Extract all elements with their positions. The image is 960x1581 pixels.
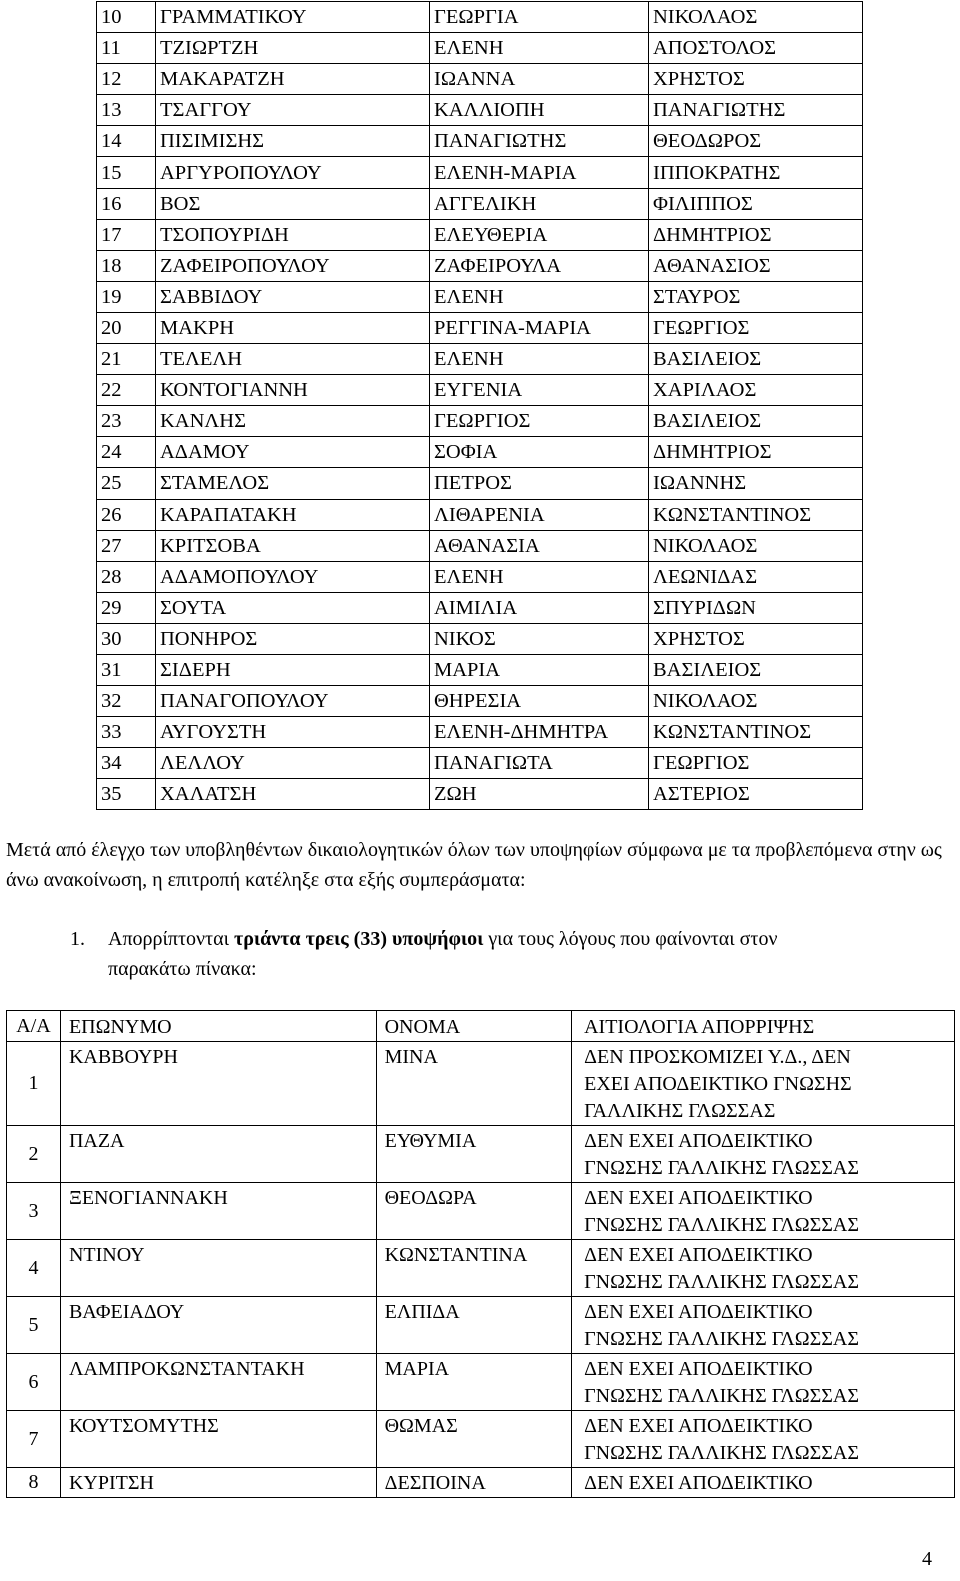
cell-name: ΚΩΝΣΤΑΝΤΙΝΑ <box>376 1240 572 1297</box>
table-row <box>7 1042 955 1126</box>
table-row <box>97 561 863 592</box>
reason-line: ΓΝΩΣΗΣ ΓΑΛΛΙΚΗΣ ΓΛΩΣΣΑΣ <box>584 1214 860 1236</box>
table-row <box>97 95 863 126</box>
cell-name: ΕΛΕΝΗ-ΔΗΜΗΤΡΑ <box>430 717 649 748</box>
cell-surname: ΑΔΑΜΟΥ <box>156 437 430 468</box>
cell-name: ΕΛΕΝΗ <box>430 33 649 64</box>
cell-surname: ΓΡΑΜΜΑΤΙΚΟΥ <box>156 2 430 33</box>
cell-row-number: 19 <box>97 281 156 312</box>
cell-name: ΜΑΡΙΑ <box>430 654 649 685</box>
table-row <box>97 33 863 64</box>
cell-father-name: ΧΑΡΙΛΑΟΣ <box>649 375 863 406</box>
cell-row-number: 12 <box>97 64 156 95</box>
item-1-text-before: Απορρίπτονται <box>108 928 234 950</box>
cell-reason <box>572 1042 955 1126</box>
cell-father-name: ΔΗΜΗΤΡΙΟΣ <box>649 219 863 250</box>
table-row <box>7 1126 955 1183</box>
reason-line: ΓΝΩΣΗΣ ΓΑΛΛΙΚΗΣ ΓΛΩΣΣΑΣ <box>584 1442 860 1464</box>
cell-row-number: 32 <box>97 686 156 717</box>
cell-name: ΠΕΤΡΟΣ <box>430 468 649 499</box>
cell-row-number: 34 <box>97 748 156 779</box>
cell-row-number: 25 <box>97 468 156 499</box>
cell-surname: ΤΕΛΕΛΗ <box>156 344 430 375</box>
header-name: ΟΝΟΜΑ <box>376 1011 572 1042</box>
table-row <box>97 686 863 717</box>
table-row <box>97 437 863 468</box>
reason-line: ΔΕΝ ΕΧΕΙ ΑΠΟΔΕΙΚΤΙΚΟ <box>584 1415 813 1437</box>
cell-father-name: ΓΕΩΡΓΙΟΣ <box>649 312 863 343</box>
cell-reason <box>572 1126 955 1183</box>
cell-row-number: 31 <box>97 654 156 685</box>
rejected-table-body <box>7 1042 955 1498</box>
reason-line: ΔΕΝ ΕΧΕΙ ΑΠΟΔΕΙΚΤΙΚΟ <box>584 1130 813 1152</box>
cell-name: ΠΑΝΑΓΙΩΤΗΣ <box>430 126 649 157</box>
candidates-list-body <box>97 2 863 810</box>
cell-row-number: 35 <box>97 779 156 810</box>
cell-surname: ΑΥΓΟΥΣΤΗ <box>156 717 430 748</box>
table-row <box>97 748 863 779</box>
cell-row-number: 10 <box>97 2 156 33</box>
cell-surname: ΞΕΝΟΓΙΑΝΝΑΚΗ <box>60 1183 376 1240</box>
cell-name: ΠΑΝΑΓΙΩΤΑ <box>430 748 649 779</box>
item-1-text-bold: τριάντα τρεις (33) υποψήφιοι <box>233 928 484 950</box>
cell-reason <box>572 1240 955 1297</box>
cell-row-number: 21 <box>97 344 156 375</box>
cell-surname: ΠΟΝΗΡΟΣ <box>156 623 430 654</box>
table-row <box>7 1411 955 1468</box>
cell-father-name: ΒΑΣΙΛΕΙΟΣ <box>649 654 863 685</box>
cell-name: ΖΑΦΕΙΡΟΥΛΑ <box>430 250 649 281</box>
cell-father-name: ΣΠΥΡΙΔΩΝ <box>649 592 863 623</box>
cell-aa: 1 <box>7 1042 61 1126</box>
table-row <box>97 406 863 437</box>
cell-name: ΚΑΛΛΙΟΠΗ <box>430 95 649 126</box>
cell-surname: ΚΟΝΤΟΓΙΑΝΝΗ <box>156 375 430 406</box>
cell-father-name: ΛΕΩΝΙΔΑΣ <box>649 561 863 592</box>
table-row <box>97 375 863 406</box>
cell-father-name: ΒΑΣΙΛΕΙΟΣ <box>649 406 863 437</box>
cell-aa: 6 <box>7 1354 61 1411</box>
cell-aa: 4 <box>7 1240 61 1297</box>
reason-line: ΔΕΝ ΕΧΕΙ ΑΠΟΔΕΙΚΤΙΚΟ <box>584 1244 813 1266</box>
reason-line: ΔΕΝ ΕΧΕΙ ΑΠΟΔΕΙΚΤΙΚΟ <box>584 1358 813 1380</box>
cell-name: ΑΙΜΙΛΙΑ <box>430 592 649 623</box>
cell-surname: ΜΑΚΡΗ <box>156 312 430 343</box>
cell-surname: ΚΥΡΙΤΣΗ <box>60 1468 376 1498</box>
rejected-candidates-table <box>6 1010 955 1498</box>
cell-aa: 2 <box>7 1126 61 1183</box>
cell-aa: 7 <box>7 1411 61 1468</box>
cell-row-number: 14 <box>97 126 156 157</box>
cell-name: ΕΛΠΙΔΑ <box>376 1297 572 1354</box>
reason-line: ΓΝΩΣΗΣ ΓΑΛΛΙΚΗΣ ΓΛΩΣΣΑΣ <box>584 1328 860 1350</box>
table-row <box>97 717 863 748</box>
reason-line: ΕΧΕΙ ΑΠΟΔΕΙΚΤΙΚΟ ΓΝΩΣΗΣ <box>584 1073 852 1095</box>
cell-father-name: ΣΤΑΥΡΟΣ <box>649 281 863 312</box>
cell-father-name: ΒΑΣΙΛΕΙΟΣ <box>649 344 863 375</box>
cell-surname: ΧΑΛΑΤΣΗ <box>156 779 430 810</box>
rejected-header-row <box>7 1011 955 1042</box>
conclusion-paragraph: Μετά από έλεγχο των υποβληθέντων δικαιολογητικών όλων των υποψηφίων σύμφωνα με τα προβλεπόμενα στην ως άνω ανακοίνωση, η επιτροπή κατέληξε στα εξής συμπεράσματα: <box>6 839 942 891</box>
cell-surname: ΚΑΝΛΗΣ <box>156 406 430 437</box>
cell-name: ΕΛΕΥΘΕΡΙΑ <box>430 219 649 250</box>
table-row <box>97 344 863 375</box>
cell-name: ΕΥΓΕΝΙΑ <box>430 375 649 406</box>
conclusion-item-1 <box>70 924 955 984</box>
cell-row-number: 13 <box>97 95 156 126</box>
cell-row-number: 24 <box>97 437 156 468</box>
cell-row-number: 11 <box>97 33 156 64</box>
table-row <box>7 1468 955 1498</box>
item-1-text-after: για τους λόγους που φαίνονται στον <box>483 928 778 950</box>
cell-surname: ΤΣΑΓΓΟΥ <box>156 95 430 126</box>
cell-father-name: ΧΡΗΣΤΟΣ <box>649 623 863 654</box>
reason-line: ΓΝΩΣΗΣ ΓΑΛΛΙΚΗΣ ΓΛΩΣΣΑΣ <box>584 1385 860 1407</box>
cell-name: ΝΙΚΟΣ <box>430 623 649 654</box>
cell-surname: ΚΟΥΤΣΟΜΥΤΗΣ <box>60 1411 376 1468</box>
page-number: 4 <box>922 1548 932 1570</box>
cell-surname: ΣΙΔΕΡΗ <box>156 654 430 685</box>
cell-row-number: 33 <box>97 717 156 748</box>
cell-row-number: 29 <box>97 592 156 623</box>
cell-name: ΔΕΣΠΟΙΝΑ <box>376 1468 572 1498</box>
cell-name: ΓΕΩΡΓΙΑ <box>430 2 649 33</box>
table-row <box>7 1297 955 1354</box>
cell-father-name: ΦΙΛΙΠΠΟΣ <box>649 188 863 219</box>
cell-name: ΘΩΜΑΣ <box>376 1411 572 1468</box>
cell-surname: ΣΤΑΜΕΛΟΣ <box>156 468 430 499</box>
table-row <box>97 157 863 188</box>
cell-surname: ΣΑΒΒΙΔΟΥ <box>156 281 430 312</box>
cell-row-number: 15 <box>97 157 156 188</box>
cell-row-number: 22 <box>97 375 156 406</box>
table-row <box>97 592 863 623</box>
cell-row-number: 18 <box>97 250 156 281</box>
cell-name: ΓΕΩΡΓΙΟΣ <box>430 406 649 437</box>
cell-name: ΕΛΕΝΗ <box>430 344 649 375</box>
cell-surname: ΒΟΣ <box>156 188 430 219</box>
item-1-line-1 <box>70 924 955 954</box>
table-row <box>97 312 863 343</box>
cell-father-name: ΑΘΑΝΑΣΙΟΣ <box>649 250 863 281</box>
cell-row-number: 20 <box>97 312 156 343</box>
cell-name: ΘΗΡΕΣΙΑ <box>430 686 649 717</box>
table-row <box>97 126 863 157</box>
cell-name: ΖΩΗ <box>430 779 649 810</box>
cell-name: ΙΩΑΝΝΑ <box>430 64 649 95</box>
cell-name: ΜΙΝΑ <box>376 1042 572 1126</box>
cell-father-name: ΠΑΝΑΓΙΩΤΗΣ <box>649 95 863 126</box>
cell-father-name: ΑΠΟΣΤΟΛΟΣ <box>649 33 863 64</box>
reason-line: ΔΕΝ ΠΡΟΣΚΟΜΙΖΕΙ Υ.Δ., ΔΕΝ <box>584 1046 851 1068</box>
reason-line: ΔΕΝ ΕΧΕΙ ΑΠΟΔΕΙΚΤΙΚΟ <box>584 1301 813 1323</box>
cell-surname: ΠΑΖΑ <box>60 1126 376 1183</box>
cell-reason <box>572 1468 955 1498</box>
reason-line: ΓΑΛΛΙΚΗΣ ΓΛΩΣΣΑΣ <box>584 1100 776 1122</box>
cell-surname: ΣΟΥΤΑ <box>156 592 430 623</box>
cell-father-name: ΚΩΝΣΤΑΝΤΙΝΟΣ <box>649 717 863 748</box>
cell-reason <box>572 1183 955 1240</box>
cell-father-name: ΝΙΚΟΛΑΟΣ <box>649 530 863 561</box>
table-row <box>7 1354 955 1411</box>
cell-aa: 5 <box>7 1297 61 1354</box>
cell-father-name: ΧΡΗΣΤΟΣ <box>649 64 863 95</box>
cell-surname: ΚΑΒΒΟΥΡΗ <box>60 1042 376 1126</box>
cell-surname: ΠΙΣΙΜΙΣΗΣ <box>156 126 430 157</box>
table-row <box>97 219 863 250</box>
cell-father-name: ΔΗΜΗΤΡΙΟΣ <box>649 437 863 468</box>
cell-name: ΘΕΟΔΩΡΑ <box>376 1183 572 1240</box>
cell-surname: ΒΑΦΕΙΑΔΟΥ <box>60 1297 376 1354</box>
cell-aa: 8 <box>7 1468 61 1498</box>
cell-name: ΑΓΓΕΛΙΚΗ <box>430 188 649 219</box>
cell-name: ΡΕΓΓΙΝΑ-ΜΑΡΙΑ <box>430 312 649 343</box>
cell-row-number: 16 <box>97 188 156 219</box>
cell-surname: ΛΕΛΛΟΥ <box>156 748 430 779</box>
cell-row-number: 30 <box>97 623 156 654</box>
cell-name: ΑΘΑΝΑΣΙΑ <box>430 530 649 561</box>
cell-name: ΕΛΕΝΗ-ΜΑΡΙΑ <box>430 157 649 188</box>
reason-line: ΓΝΩΣΗΣ ΓΑΛΛΙΚΗΣ ΓΛΩΣΣΑΣ <box>584 1271 860 1293</box>
cell-row-number: 28 <box>97 561 156 592</box>
table-row <box>7 1240 955 1297</box>
cell-row-number: 23 <box>97 406 156 437</box>
table-row <box>7 1183 955 1240</box>
cell-father-name: ΓΕΩΡΓΙΟΣ <box>649 748 863 779</box>
reason-line: ΔΕΝ ΕΧΕΙ ΑΠΟΔΕΙΚΤΙΚΟ <box>584 1187 813 1209</box>
cell-surname: ΜΑΚΑΡΑΤΖΗ <box>156 64 430 95</box>
cell-father-name: ΝΙΚΟΛΑΟΣ <box>649 2 863 33</box>
cell-row-number: 17 <box>97 219 156 250</box>
table-row <box>97 64 863 95</box>
candidates-list-table <box>96 1 863 810</box>
table-row <box>97 623 863 654</box>
cell-surname: ΚΑΡΑΠΑΤΑΚΗ <box>156 499 430 530</box>
cell-surname: ΝΤΙΝΟΥ <box>60 1240 376 1297</box>
cell-surname: ΚΡΙΤΣΟΒΑ <box>156 530 430 561</box>
item-1-line-2: παρακάτω πίνακα: <box>108 958 257 980</box>
header-aa: Α/Α <box>7 1011 61 1042</box>
cell-name: ΕΥΘΥΜΙΑ <box>376 1126 572 1183</box>
cell-father-name: ΘΕΟΔΩΡΟΣ <box>649 126 863 157</box>
cell-surname: ΛΑΜΠΡΟΚΩΝΣΤΑΝΤΑΚΗ <box>60 1354 376 1411</box>
cell-surname: ΖΑΦΕΙΡΟΠΟΥΛΟΥ <box>156 250 430 281</box>
table-row <box>97 188 863 219</box>
cell-surname: ΑΔΑΜΟΠΟΥΛΟΥ <box>156 561 430 592</box>
header-surname: ΕΠΩΝΥΜΟ <box>60 1011 376 1042</box>
table-row <box>97 281 863 312</box>
table-row <box>97 779 863 810</box>
cell-row-number: 26 <box>97 499 156 530</box>
cell-reason <box>572 1411 955 1468</box>
cell-row-number: 27 <box>97 530 156 561</box>
table-row <box>97 654 863 685</box>
table-row <box>97 530 863 561</box>
reason-line: ΔΕΝ ΕΧΕΙ ΑΠΟΔΕΙΚΤΙΚΟ <box>584 1472 813 1494</box>
table-row <box>97 499 863 530</box>
cell-reason <box>572 1297 955 1354</box>
cell-father-name: ΙΠΠΟΚΡΑΤΗΣ <box>649 157 863 188</box>
cell-name: ΕΛΕΝΗ <box>430 561 649 592</box>
table-row <box>97 2 863 33</box>
cell-surname: ΑΡΓΥΡΟΠΟΥΛΟΥ <box>156 157 430 188</box>
cell-aa: 3 <box>7 1183 61 1240</box>
table-row <box>97 468 863 499</box>
cell-father-name: ΝΙΚΟΛΑΟΣ <box>649 686 863 717</box>
table-row <box>97 250 863 281</box>
cell-name: ΣΟΦΙΑ <box>430 437 649 468</box>
reason-line: ΓΝΩΣΗΣ ΓΑΛΛΙΚΗΣ ΓΛΩΣΣΑΣ <box>584 1157 860 1179</box>
item-1-number: 1. <box>70 928 85 950</box>
cell-name: ΜΑΡΙΑ <box>376 1354 572 1411</box>
cell-name: ΕΛΕΝΗ <box>430 281 649 312</box>
cell-surname: ΤΖΙΩΡΤΖΗ <box>156 33 430 64</box>
cell-father-name: ΑΣΤΕΡΙΟΣ <box>649 779 863 810</box>
cell-name: ΛΙΘΑΡΕΝΙΑ <box>430 499 649 530</box>
cell-reason <box>572 1354 955 1411</box>
cell-surname: ΠΑΝΑΓΟΠΟΥΛΟΥ <box>156 686 430 717</box>
header-reason: ΑΙΤΙΟΛΟΓΙΑ ΑΠΟΡΡΙΨΗΣ <box>572 1011 955 1042</box>
cell-surname: ΤΣΟΠΟΥΡΙΔΗ <box>156 219 430 250</box>
cell-father-name: ΙΩΑΝΝΗΣ <box>649 468 863 499</box>
cell-father-name: ΚΩΝΣΤΑΝΤΙΝΟΣ <box>649 499 863 530</box>
